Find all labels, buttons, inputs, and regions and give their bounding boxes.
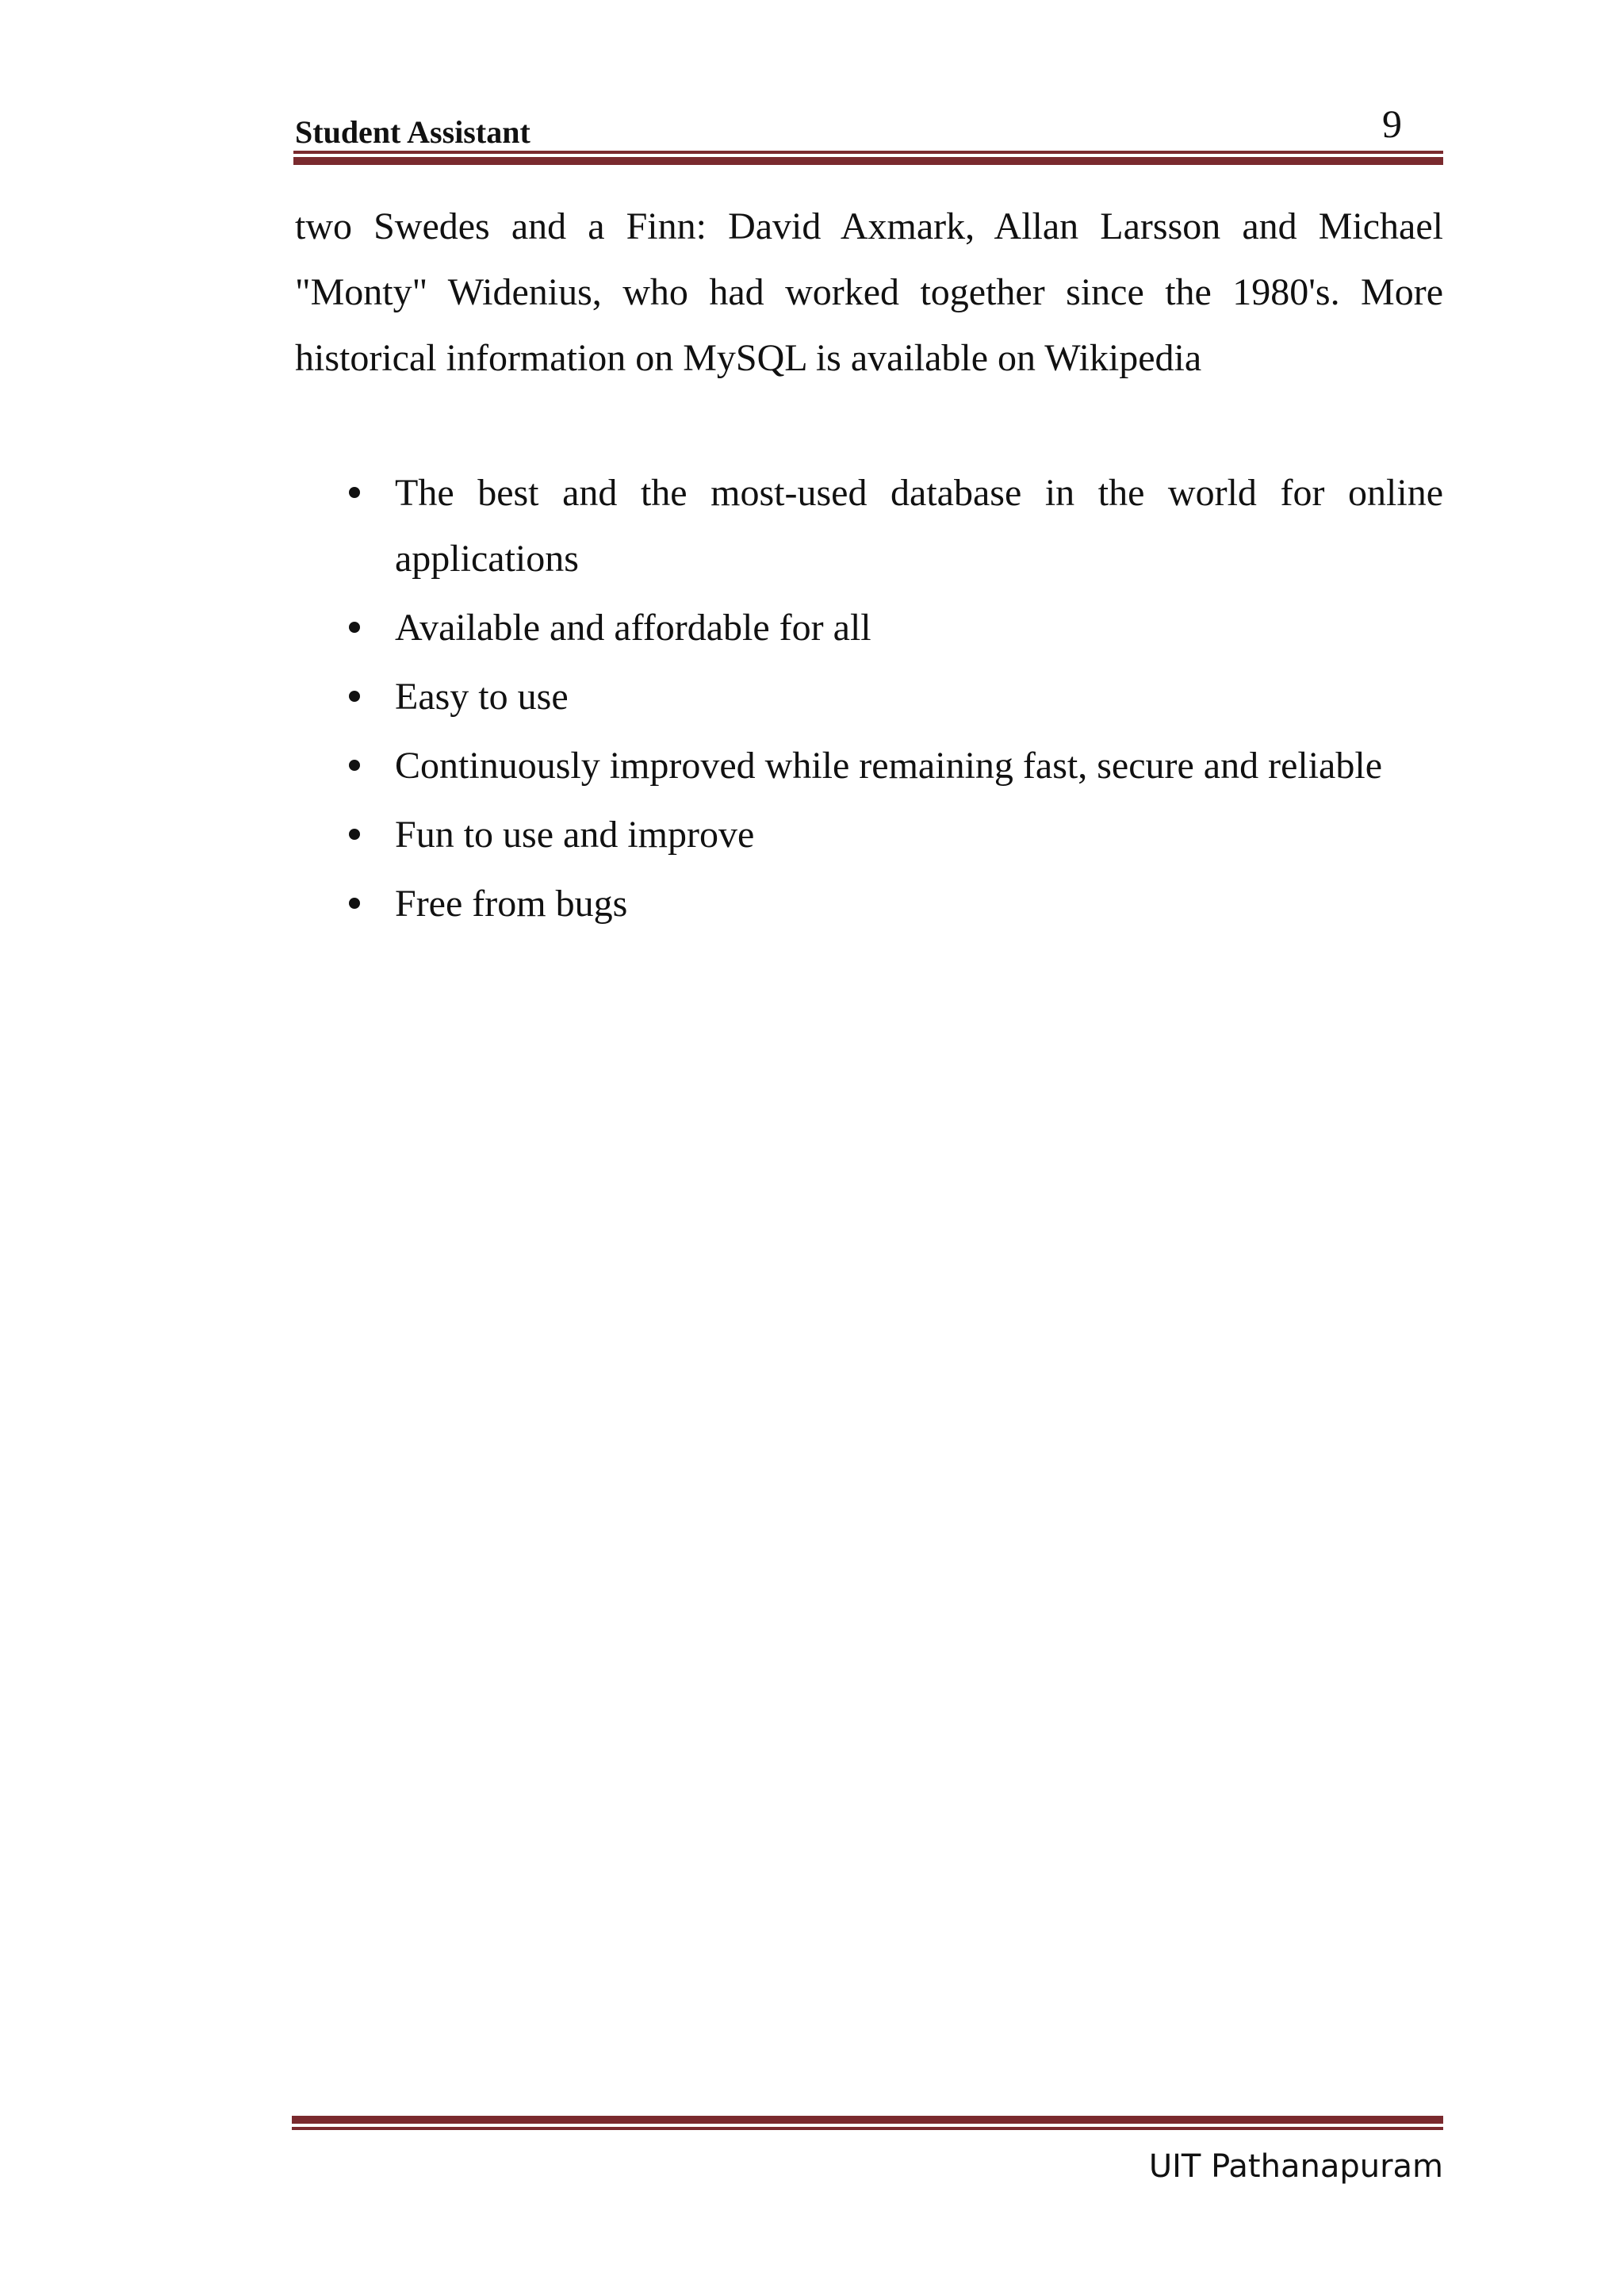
page-number: 9 bbox=[1382, 102, 1402, 146]
list-item-text: Continuously improved while remaining fast, secure and reliable bbox=[395, 745, 1382, 787]
feature-bullet-list bbox=[295, 460, 1443, 940]
list-item bbox=[295, 664, 1443, 730]
header-rule-thin bbox=[293, 151, 1443, 154]
list-item-text: Available and affordable for all bbox=[395, 607, 871, 649]
list-item bbox=[295, 802, 1443, 868]
list-item bbox=[295, 595, 1443, 661]
list-item-text: Fun to use and improve bbox=[395, 814, 755, 856]
header-rule-thick bbox=[293, 157, 1443, 165]
list-item-text: Easy to use bbox=[395, 676, 569, 718]
body-paragraph: two Swedes and a Finn: David Axmark, Allan Larsson and Michael "Monty" Widenius, who had worked together since the 1980's. More historical information on MySQL is available on Wikipedia bbox=[295, 205, 1443, 379]
list-item bbox=[295, 733, 1443, 799]
list-item-text: The best and the most-used database in the world for online applications bbox=[395, 472, 1443, 580]
bullet-icon bbox=[349, 487, 360, 498]
bullet-icon bbox=[349, 898, 360, 909]
body-paragraph-block bbox=[295, 193, 1443, 391]
footer-rule-thick bbox=[292, 2116, 1443, 2124]
list-item bbox=[295, 871, 1443, 937]
list-item bbox=[295, 460, 1443, 592]
footer-institution: UIT Pathanapuram bbox=[1148, 2148, 1443, 2185]
list-item-text: Free from bugs bbox=[395, 883, 628, 925]
header-title: Student Assistant bbox=[295, 114, 530, 150]
bullet-icon bbox=[349, 622, 360, 633]
bullet-icon bbox=[349, 691, 360, 702]
footer-rule-thin bbox=[292, 2127, 1443, 2130]
bullet-icon bbox=[349, 760, 360, 771]
bullet-icon bbox=[349, 829, 360, 840]
